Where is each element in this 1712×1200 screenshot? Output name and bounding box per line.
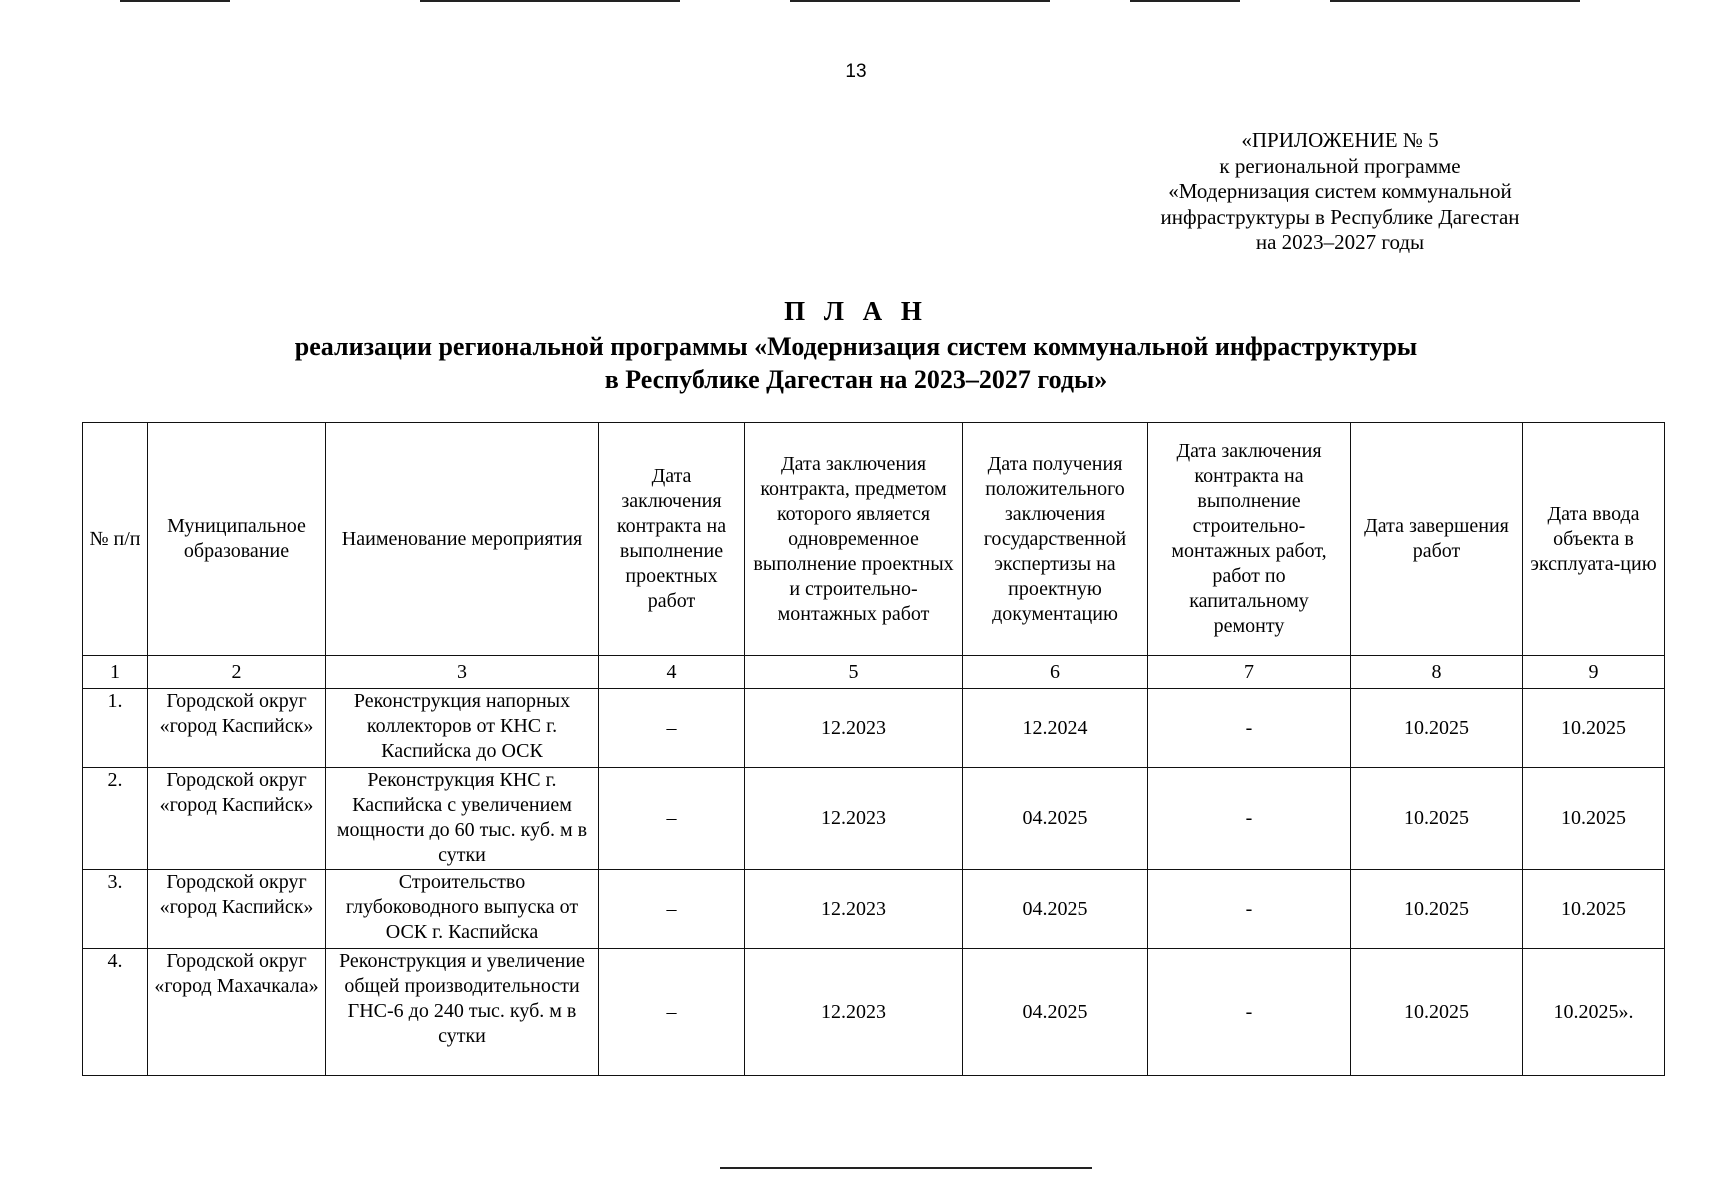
column-number: 5 bbox=[745, 656, 963, 689]
appendix-line: инфраструктуры в Республике Дагестан bbox=[1160, 204, 1520, 229]
footer-divider bbox=[720, 1167, 1092, 1169]
construction-contract-cell: - bbox=[1148, 768, 1351, 870]
combined-contract-cell: 12.2023 bbox=[745, 689, 963, 768]
activity-cell: Реконструкция и увеличение общей производительности ГНС-6 до 240 тыс. куб. м в сутки bbox=[326, 949, 599, 1076]
page-number: 13 bbox=[845, 61, 867, 82]
column-number: 2 bbox=[148, 656, 326, 689]
construction-contract-cell: - bbox=[1148, 870, 1351, 949]
combined-contract-cell: 12.2023 bbox=[745, 768, 963, 870]
table-header-row bbox=[83, 423, 1665, 656]
header-cell: Дата заключения контракта на выполнение проектных работ bbox=[599, 423, 745, 656]
header-cell: Дата ввода объекта в эксплуата-цию bbox=[1523, 423, 1665, 656]
design-contract-cell: – bbox=[599, 689, 745, 768]
row-number: 2. bbox=[83, 768, 148, 870]
completion-cell: 10.2025 bbox=[1351, 949, 1523, 1076]
appendix-line: «ПРИЛОЖЕНИЕ № 5 bbox=[1241, 128, 1439, 152]
construction-contract-cell: - bbox=[1148, 689, 1351, 768]
expertise-cell: 04.2025 bbox=[963, 768, 1148, 870]
table-row bbox=[83, 689, 1665, 768]
row-number: 1. bbox=[83, 689, 148, 768]
appendix-line: на 2023–2027 годы bbox=[1255, 230, 1425, 254]
header-cell: Дата завершения работ bbox=[1351, 423, 1523, 656]
completion-cell: 10.2025 bbox=[1351, 768, 1523, 870]
commissioning-cell: 10.2025 bbox=[1523, 689, 1665, 768]
plan-table bbox=[82, 422, 1665, 1076]
scan-edge-line bbox=[420, 0, 680, 2]
row-number: 4. bbox=[83, 949, 148, 1076]
municipality-cell: Городской округ «город Каспийск» bbox=[148, 689, 326, 768]
table-row bbox=[83, 768, 1665, 870]
scan-edge-line bbox=[120, 0, 230, 2]
construction-contract-cell: - bbox=[1148, 949, 1351, 1076]
design-contract-cell: – bbox=[599, 870, 745, 949]
commissioning-cell: 10.2025 bbox=[1523, 870, 1665, 949]
combined-contract-cell: 12.2023 bbox=[745, 870, 963, 949]
completion-cell: 10.2025 bbox=[1351, 689, 1523, 768]
municipality-cell: Городской округ «город Каспийск» bbox=[148, 870, 326, 949]
column-number: 8 bbox=[1351, 656, 1523, 689]
expertise-cell: 12.2024 bbox=[963, 689, 1148, 768]
header-cell: Дата заключения контракта на выполнение строительно-монтажных работ, работ по капитальному ремонту bbox=[1148, 423, 1351, 656]
commissioning-cell: 10.2025 bbox=[1523, 768, 1665, 870]
commissioning-cell: 10.2025». bbox=[1523, 949, 1665, 1076]
column-number: 4 bbox=[599, 656, 745, 689]
header-cell: Дата получения положительного заключения государственной экспертизы на проектную документацию bbox=[963, 423, 1148, 656]
row-number: 3. bbox=[83, 870, 148, 949]
activity-cell: Реконструкция напорных коллекторов от КНС г. Каспийска до ОСК bbox=[326, 689, 599, 768]
scan-edge-line bbox=[1130, 0, 1240, 2]
appendix-line: к региональной программе bbox=[1219, 153, 1461, 178]
column-number: 9 bbox=[1523, 656, 1665, 689]
column-number: 3 bbox=[326, 656, 599, 689]
column-number: 6 bbox=[963, 656, 1148, 689]
combined-contract-cell: 12.2023 bbox=[745, 949, 963, 1076]
appendix-block bbox=[1110, 128, 1570, 256]
plan-title: П Л А Н bbox=[784, 296, 928, 326]
table-row bbox=[83, 870, 1665, 949]
completion-cell: 10.2025 bbox=[1351, 870, 1523, 949]
design-contract-cell: – bbox=[599, 949, 745, 1076]
table-row bbox=[83, 949, 1665, 1076]
header-cell: № п/п bbox=[83, 423, 148, 656]
column-number: 7 bbox=[1148, 656, 1351, 689]
municipality-cell: Городской округ «город Махачкала» bbox=[148, 949, 326, 1076]
appendix-line: «Модернизация систем коммунальной bbox=[1168, 179, 1512, 203]
column-number-row bbox=[83, 656, 1665, 689]
column-number: 1 bbox=[83, 656, 148, 689]
municipality-cell: Городской округ «город Каспийск» bbox=[148, 768, 326, 870]
plan-subtitle bbox=[0, 330, 1712, 396]
design-contract-cell: – bbox=[599, 768, 745, 870]
scan-edge-line bbox=[1330, 0, 1580, 2]
activity-cell: Реконструкция КНС г. Каспийска с увеличением мощности до 60 тыс. куб. м в сутки bbox=[326, 768, 599, 870]
expertise-cell: 04.2025 bbox=[963, 949, 1148, 1076]
header-cell: Муниципальное образование bbox=[148, 423, 326, 656]
activity-cell: Строительство глубоководного выпуска от ОСК г. Каспийска bbox=[326, 870, 599, 949]
plan-subtitle-line: реализации региональной программы «Модернизация систем коммунальной инфраструктуры bbox=[294, 332, 1418, 361]
scan-edge-line bbox=[790, 0, 1050, 2]
header-cell: Наименование мероприятия bbox=[326, 423, 599, 656]
plan-subtitle-line: в Республике Дагестан на 2023–2027 годы» bbox=[604, 365, 1108, 394]
expertise-cell: 04.2025 bbox=[963, 870, 1148, 949]
header-cell: Дата заключения контракта, предметом которого является одновременное выполнение проектных и строительно-монтажных работ bbox=[745, 423, 963, 656]
